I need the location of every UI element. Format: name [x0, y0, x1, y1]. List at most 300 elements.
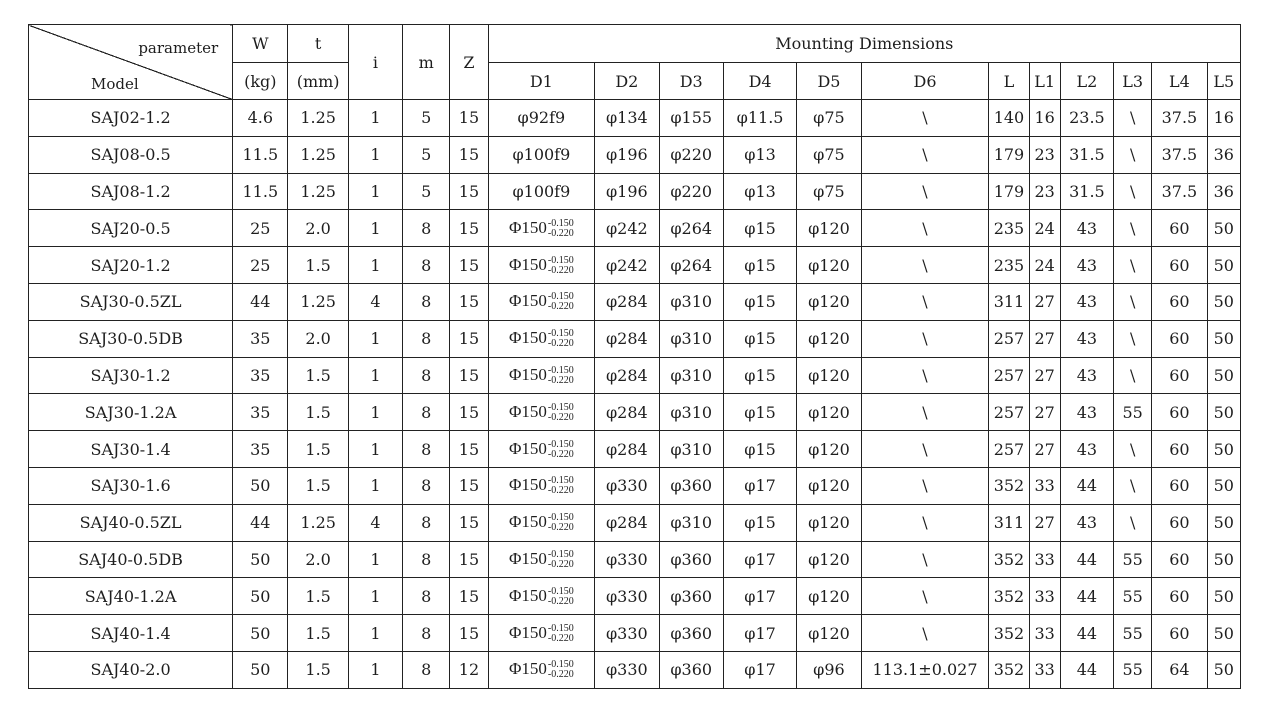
cell-w: 50: [233, 467, 288, 504]
header-w: W: [233, 25, 288, 63]
tolerance-upper: -0.150: [547, 585, 574, 597]
cell-d1: [488, 357, 595, 394]
cell-i: 1: [348, 173, 402, 210]
cell-d1-nominal: Φ150: [508, 438, 547, 458]
cell-t: 1.5: [288, 651, 348, 688]
cell-t: 1.5: [288, 431, 348, 468]
cell-i: 1: [348, 394, 402, 431]
cell-t: 1.5: [288, 394, 348, 431]
cell-d6: \: [861, 283, 989, 320]
header-i: i: [348, 25, 402, 100]
cell-d2: φ330: [595, 651, 659, 688]
cell-l: 352: [989, 615, 1029, 652]
cell-l1: 24: [1029, 210, 1060, 247]
cell-l4: 60: [1152, 394, 1207, 431]
cell-d4: φ17: [723, 578, 796, 615]
cell-d3: φ310: [659, 504, 723, 541]
cell-i: 4: [348, 504, 402, 541]
table-row: [29, 504, 1241, 541]
cell-d1: [488, 541, 595, 578]
tolerance-lower: -0.220: [547, 632, 574, 644]
cell-l4: 60: [1152, 541, 1207, 578]
cell-l2: 43: [1060, 247, 1113, 284]
cell-l5: 50: [1207, 431, 1240, 468]
cell-d5: φ120: [797, 578, 861, 615]
cell-l3: 55: [1114, 394, 1152, 431]
cell-d1-tolerance: [548, 440, 574, 460]
tolerance-lower: -0.220: [547, 522, 574, 534]
cell-l4: 60: [1152, 431, 1207, 468]
cell-l1: 24: [1029, 247, 1060, 284]
cell-l4: 60: [1152, 467, 1207, 504]
cell-l2: 23.5: [1060, 100, 1113, 137]
cell-d4: φ13: [723, 173, 796, 210]
cell-l5: 50: [1207, 467, 1240, 504]
cell-model: SAJ40-0.5ZL: [29, 504, 233, 541]
cell-l4: 60: [1152, 357, 1207, 394]
cell-t: 1.25: [288, 100, 348, 137]
cell-model: SAJ30-1.4: [29, 431, 233, 468]
tolerance-upper: -0.150: [547, 291, 574, 303]
cell-i: 1: [348, 615, 402, 652]
cell-d1-tolerance: [548, 660, 574, 680]
table-row: [29, 431, 1241, 468]
cell-model: SAJ08-0.5: [29, 136, 233, 173]
cell-l3: 55: [1114, 578, 1152, 615]
cell-t: 2.0: [288, 541, 348, 578]
cell-d3: φ360: [659, 651, 723, 688]
cell-w: 35: [233, 320, 288, 357]
cell-z: 15: [450, 615, 488, 652]
cell-d1: [488, 247, 595, 284]
cell-d5: φ120: [797, 283, 861, 320]
cell-z: 15: [450, 210, 488, 247]
tolerance-lower: -0.220: [547, 264, 574, 276]
cell-d6: \: [861, 100, 989, 137]
cell-l2: 44: [1060, 467, 1113, 504]
cell-d1-nominal: Φ150: [508, 659, 547, 679]
cell-l2: 31.5: [1060, 173, 1113, 210]
cell-l2: 43: [1060, 394, 1113, 431]
cell-l4: 37.5: [1152, 100, 1207, 137]
header-d6: D6: [861, 63, 989, 100]
cell-l1: 27: [1029, 283, 1060, 320]
cell-l3: \: [1114, 431, 1152, 468]
cell-z: 15: [450, 431, 488, 468]
cell-t: 1.25: [288, 136, 348, 173]
cell-z: 12: [450, 651, 488, 688]
cell-d6: \: [861, 467, 989, 504]
cell-d1-nominal: Φ150: [508, 512, 547, 532]
cell-l5: 16: [1207, 100, 1240, 137]
cell-d1: [488, 210, 595, 247]
header-parameter-label: parameter: [138, 39, 219, 57]
cell-d5: φ75: [797, 100, 861, 137]
cell-w: 35: [233, 357, 288, 394]
cell-l2: 43: [1060, 283, 1113, 320]
cell-l: 235: [989, 247, 1029, 284]
cell-l2: 43: [1060, 431, 1113, 468]
header-d5: D5: [797, 63, 861, 100]
cell-i: 1: [348, 320, 402, 357]
table-body: [29, 100, 1241, 689]
cell-d1: φ100f9: [488, 136, 595, 173]
cell-l: 352: [989, 467, 1029, 504]
cell-model: SAJ08-1.2: [29, 173, 233, 210]
cell-d6: \: [861, 504, 989, 541]
header-l3: L3: [1114, 63, 1152, 100]
cell-l1: 23: [1029, 173, 1060, 210]
header-model-parameter: [29, 25, 233, 100]
table-row: [29, 100, 1241, 137]
cell-m: 8: [403, 615, 450, 652]
table-row: [29, 394, 1241, 431]
cell-l4: 60: [1152, 283, 1207, 320]
cell-d1-nominal: Φ150: [508, 254, 547, 274]
cell-d5: φ75: [797, 173, 861, 210]
cell-model: SAJ40-1.4: [29, 615, 233, 652]
cell-l3: \: [1114, 467, 1152, 504]
table-row: [29, 467, 1241, 504]
cell-l1: 33: [1029, 651, 1060, 688]
cell-l2: 31.5: [1060, 136, 1113, 173]
cell-l: 179: [989, 173, 1029, 210]
cell-m: 8: [403, 578, 450, 615]
cell-d4: φ17: [723, 541, 796, 578]
cell-d6: \: [861, 578, 989, 615]
tolerance-lower: -0.220: [547, 227, 574, 239]
cell-d4: φ11.5: [723, 100, 796, 137]
cell-d5: φ120: [797, 467, 861, 504]
cell-d4: φ13: [723, 136, 796, 173]
cell-w: 44: [233, 283, 288, 320]
cell-l3: \: [1114, 247, 1152, 284]
cell-d6: \: [861, 247, 989, 284]
cell-d1-tolerance: [548, 292, 574, 312]
cell-d5: φ120: [797, 541, 861, 578]
header-model-label: Model: [91, 75, 139, 93]
header-l: L: [989, 63, 1029, 100]
cell-z: 15: [450, 394, 488, 431]
cell-l: 235: [989, 210, 1029, 247]
cell-d1-nominal: Φ150: [508, 475, 547, 495]
tolerance-upper: -0.150: [547, 254, 574, 266]
cell-l3: 55: [1114, 541, 1152, 578]
tolerance-upper: -0.150: [547, 401, 574, 413]
cell-d3: φ310: [659, 320, 723, 357]
cell-d1-tolerance: [548, 403, 574, 423]
cell-l2: 44: [1060, 651, 1113, 688]
cell-w: 11.5: [233, 173, 288, 210]
cell-m: 5: [403, 136, 450, 173]
cell-l1: 27: [1029, 394, 1060, 431]
cell-l3: \: [1114, 210, 1152, 247]
cell-t: 1.5: [288, 247, 348, 284]
cell-model: SAJ02-1.2: [29, 100, 233, 137]
cell-d1-nominal: Φ150: [508, 217, 547, 237]
cell-l: 311: [989, 504, 1029, 541]
cell-l3: 55: [1114, 615, 1152, 652]
cell-d3: φ220: [659, 173, 723, 210]
cell-z: 15: [450, 578, 488, 615]
table-row: [29, 210, 1241, 247]
tolerance-upper: -0.150: [547, 475, 574, 487]
cell-d4: φ17: [723, 467, 796, 504]
cell-z: 15: [450, 173, 488, 210]
cell-l4: 60: [1152, 247, 1207, 284]
cell-d1-tolerance: [548, 366, 574, 386]
tolerance-lower: -0.220: [547, 669, 574, 681]
cell-l5: 50: [1207, 357, 1240, 394]
cell-model: SAJ30-0.5DB: [29, 320, 233, 357]
cell-l5: 50: [1207, 504, 1240, 541]
cell-i: 1: [348, 136, 402, 173]
cell-d1-nominal: Φ150: [508, 328, 547, 348]
cell-d1-tolerance: [548, 219, 574, 239]
table-row: [29, 247, 1241, 284]
cell-w: 50: [233, 651, 288, 688]
cell-i: 4: [348, 283, 402, 320]
cell-l2: 43: [1060, 210, 1113, 247]
tolerance-upper: -0.150: [547, 328, 574, 340]
cell-d1-tolerance: [548, 624, 574, 644]
cell-d5: φ120: [797, 247, 861, 284]
cell-w: 50: [233, 615, 288, 652]
tolerance-lower: -0.220: [547, 301, 574, 313]
cell-z: 15: [450, 247, 488, 284]
cell-l5: 50: [1207, 210, 1240, 247]
cell-l4: 37.5: [1152, 136, 1207, 173]
cell-l: 179: [989, 136, 1029, 173]
cell-d1: [488, 651, 595, 688]
cell-d1-nominal: Φ150: [508, 291, 547, 311]
tolerance-upper: -0.150: [547, 622, 574, 634]
cell-d1: [488, 431, 595, 468]
cell-d2: φ242: [595, 210, 659, 247]
cell-d4: φ15: [723, 394, 796, 431]
cell-d6: \: [861, 320, 989, 357]
spec-table: [28, 24, 1241, 689]
cell-l3: \: [1114, 504, 1152, 541]
cell-d3: φ360: [659, 578, 723, 615]
cell-l2: 43: [1060, 320, 1113, 357]
cell-l: 257: [989, 320, 1029, 357]
cell-t: 1.5: [288, 357, 348, 394]
cell-model: SAJ40-1.2A: [29, 578, 233, 615]
cell-l1: 16: [1029, 100, 1060, 137]
tolerance-lower: -0.220: [547, 338, 574, 350]
table-row: [29, 615, 1241, 652]
cell-m: 8: [403, 541, 450, 578]
cell-i: 1: [348, 467, 402, 504]
cell-d4: φ17: [723, 615, 796, 652]
cell-l1: 33: [1029, 578, 1060, 615]
cell-model: SAJ30-1.6: [29, 467, 233, 504]
cell-l1: 33: [1029, 467, 1060, 504]
cell-d4: φ17: [723, 651, 796, 688]
tolerance-upper: -0.150: [547, 512, 574, 524]
cell-d1: [488, 467, 595, 504]
cell-l5: 50: [1207, 283, 1240, 320]
cell-m: 8: [403, 320, 450, 357]
cell-d2: φ330: [595, 467, 659, 504]
cell-l5: 50: [1207, 541, 1240, 578]
tolerance-upper: -0.150: [547, 549, 574, 560]
cell-d3: φ310: [659, 431, 723, 468]
table-row: [29, 173, 1241, 210]
table-row: [29, 651, 1241, 688]
cell-m: 8: [403, 210, 450, 247]
cell-l5: 50: [1207, 320, 1240, 357]
cell-l2: 44: [1060, 578, 1113, 615]
cell-d6: \: [861, 136, 989, 173]
cell-m: 8: [403, 467, 450, 504]
cell-d5: φ120: [797, 431, 861, 468]
cell-model: SAJ30-1.2A: [29, 394, 233, 431]
cell-z: 15: [450, 504, 488, 541]
cell-l5: 36: [1207, 136, 1240, 173]
cell-w: 35: [233, 431, 288, 468]
cell-l3: \: [1114, 283, 1152, 320]
cell-d2: φ330: [595, 578, 659, 615]
cell-d2: φ284: [595, 394, 659, 431]
cell-d4: φ15: [723, 431, 796, 468]
cell-l1: 27: [1029, 357, 1060, 394]
cell-d4: φ15: [723, 247, 796, 284]
cell-d1: [488, 394, 595, 431]
cell-l: 352: [989, 651, 1029, 688]
cell-d4: φ15: [723, 320, 796, 357]
cell-l1: 27: [1029, 504, 1060, 541]
cell-d6: \: [861, 210, 989, 247]
cell-l3: \: [1114, 320, 1152, 357]
cell-d5: φ120: [797, 394, 861, 431]
cell-d3: φ360: [659, 615, 723, 652]
cell-d3: φ360: [659, 467, 723, 504]
cell-d3: φ264: [659, 247, 723, 284]
table-row: [29, 283, 1241, 320]
cell-d6: \: [861, 615, 989, 652]
cell-l3: \: [1114, 357, 1152, 394]
cell-d1-tolerance: [548, 550, 574, 570]
cell-z: 15: [450, 541, 488, 578]
cell-d6: 113.1±0.027: [861, 651, 989, 688]
cell-d6: \: [861, 173, 989, 210]
cell-l1: 27: [1029, 431, 1060, 468]
cell-d3: φ310: [659, 357, 723, 394]
cell-l4: 60: [1152, 320, 1207, 357]
cell-l: 311: [989, 283, 1029, 320]
cell-d4: φ15: [723, 357, 796, 394]
header-t: t: [288, 25, 348, 63]
cell-w: 11.5: [233, 136, 288, 173]
cell-d1-nominal: Φ150: [508, 585, 547, 605]
tolerance-upper: -0.150: [547, 438, 574, 450]
header-l2: L2: [1060, 63, 1113, 100]
table-row: [29, 357, 1241, 394]
cell-m: 5: [403, 173, 450, 210]
cell-l5: 50: [1207, 615, 1240, 652]
cell-l: 352: [989, 541, 1029, 578]
cell-m: 8: [403, 394, 450, 431]
tolerance-lower: -0.220: [547, 595, 574, 607]
cell-z: 15: [450, 320, 488, 357]
cell-l2: 43: [1060, 504, 1113, 541]
cell-model: SAJ40-0.5DB: [29, 541, 233, 578]
header-d2: D2: [595, 63, 659, 100]
cell-l1: 27: [1029, 320, 1060, 357]
cell-d2: φ284: [595, 357, 659, 394]
cell-d1-nominal: Φ150: [508, 622, 547, 642]
cell-d6: \: [861, 357, 989, 394]
cell-d4: φ15: [723, 283, 796, 320]
cell-d1: [488, 283, 595, 320]
cell-z: 15: [450, 136, 488, 173]
header-mounting-dimensions: Mounting Dimensions: [488, 25, 1240, 63]
header-m: m: [403, 25, 450, 100]
cell-d6: \: [861, 431, 989, 468]
cell-l5: 36: [1207, 173, 1240, 210]
cell-d3: φ264: [659, 210, 723, 247]
cell-l2: 43: [1060, 357, 1113, 394]
cell-l2: 44: [1060, 541, 1113, 578]
cell-t: 1.5: [288, 578, 348, 615]
cell-d2: φ284: [595, 320, 659, 357]
cell-d3: φ155: [659, 100, 723, 137]
cell-d4: φ15: [723, 504, 796, 541]
cell-w: 44: [233, 504, 288, 541]
cell-m: 8: [403, 357, 450, 394]
tolerance-upper: -0.150: [547, 365, 574, 377]
cell-i: 1: [348, 578, 402, 615]
cell-model: SAJ30-0.5ZL: [29, 283, 233, 320]
cell-t: 2.0: [288, 210, 348, 247]
cell-d2: φ330: [595, 541, 659, 578]
cell-i: 1: [348, 247, 402, 284]
cell-d5: φ96: [797, 651, 861, 688]
cell-d5: φ120: [797, 357, 861, 394]
table-row: [29, 578, 1241, 615]
cell-l5: 50: [1207, 651, 1240, 688]
cell-d1-nominal: Φ150: [508, 364, 547, 384]
cell-z: 15: [450, 357, 488, 394]
cell-l4: 37.5: [1152, 173, 1207, 210]
cell-l4: 60: [1152, 210, 1207, 247]
cell-l3: 55: [1114, 651, 1152, 688]
cell-w: 50: [233, 541, 288, 578]
cell-t: 1.25: [288, 283, 348, 320]
cell-d2: φ284: [595, 431, 659, 468]
tolerance-upper: -0.150: [547, 217, 574, 229]
cell-d1-tolerance: [548, 587, 574, 607]
cell-m: 5: [403, 100, 450, 137]
header-l5: L5: [1207, 63, 1240, 100]
cell-d1: [488, 320, 595, 357]
table-row: [29, 541, 1241, 578]
cell-d1-tolerance: [548, 329, 574, 349]
cell-d1-nominal: Φ150: [508, 548, 547, 568]
header-d1: D1: [488, 63, 595, 100]
cell-d1: [488, 504, 595, 541]
cell-m: 8: [403, 504, 450, 541]
tolerance-lower: -0.220: [547, 375, 574, 387]
cell-model: SAJ20-0.5: [29, 210, 233, 247]
cell-d2: φ134: [595, 100, 659, 137]
cell-d2: φ284: [595, 504, 659, 541]
header-z: Z: [450, 25, 488, 100]
cell-t: 1.5: [288, 615, 348, 652]
cell-d1-tolerance: [548, 476, 574, 496]
